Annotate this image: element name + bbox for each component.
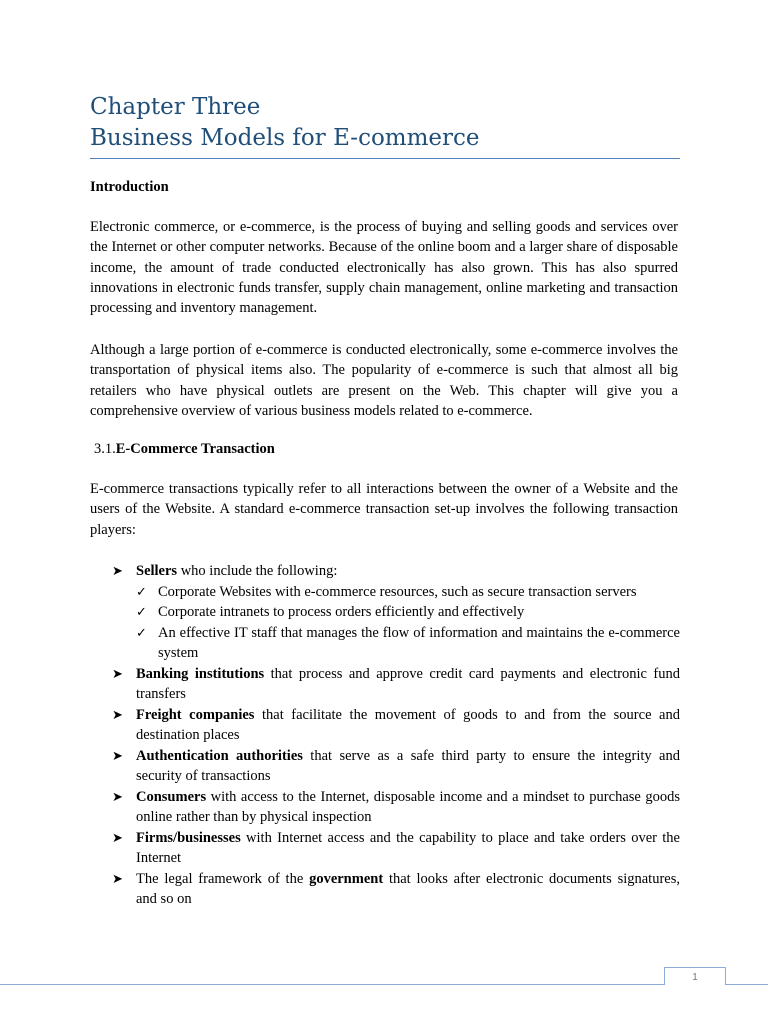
player-prefix: The legal framework of the [136,870,310,887]
player-name: Banking institutions [136,665,265,682]
arrow-bullet-icon: ➤ [112,870,123,886]
seller-item: An effective IT staff that manages the flow of information and maintains the e-commerce system [158,624,680,661]
chapter-title: Business Models for E-commerce [90,125,480,151]
list-item [136,582,680,603]
arrow-bullet-icon: ➤ [112,829,123,845]
player-description: that process and approve credit card payments and electronic fund transfers [136,665,680,702]
seller-item: Corporate intranets to process orders efficiently and effectively [158,604,525,620]
checkmark-icon: ✓ [136,624,147,640]
list-item [112,664,680,705]
arrow-bullet-icon: ➤ [112,563,123,578]
player-description: with Internet access and the capability to place and take orders over the Internet [136,829,680,866]
introduction-title: Introduction [90,179,169,195]
list-item [112,828,680,869]
checkmark-icon: ✓ [136,583,147,599]
subsection-title: E-Commerce Transaction [115,441,275,457]
player-name: government [309,870,384,887]
arrow-bullet-icon: ➤ [112,788,123,804]
heading-divider [90,158,680,159]
transaction-paragraph: E-commerce transactions typically refer to all interactions between the owner of a Website and the users of the Website. A standard e-commerce transaction set-up involves the following transaction players: [90,481,678,538]
player-name: Freight companies [136,706,255,723]
player-name: Authentication authorities [136,747,303,764]
subsection-heading [94,441,275,458]
player-description: that facilitate the movement of goods to and from the source and destination places [136,706,680,743]
chapter-heading [90,92,680,154]
page-number: 1 [664,967,726,985]
list-item [112,787,680,828]
subsection-number: 3.1. [94,441,116,457]
player-description: that looks after electronic documents signatures, and so on [136,870,680,907]
arrow-bullet-icon: ➤ [112,706,123,722]
list-item [112,746,680,787]
footer-divider [0,984,768,985]
transaction-players-list [112,561,680,910]
list-item [112,561,680,664]
arrow-bullet-icon: ➤ [112,665,123,681]
intro-paragraph-2: Although a large portion of e-commerce is conducted electronically, some e-commerce involves the transportation of physical items also. The popularity of e-commerce is such that almost all big retailers who have physical outlets are present on the Web. This chapter will give you a comprehensive overview of various business models related to e-commerce. [90,342,678,419]
player-description: with access to the Internet, disposable income and a mindset to purchase goods online rather than by physical inspection [136,788,680,825]
list-item [136,623,680,664]
arrow-bullet-icon: ➤ [112,747,123,763]
player-description: that serve as a safe third party to ensure the integrity and security of transactions [136,747,680,784]
list-item [112,869,680,910]
list-item [112,705,680,746]
sellers-sublist [136,582,680,664]
intro-paragraph-1: Electronic commerce, or e-commerce, is the process of buying and selling goods and services over the Internet or other computer networks. Because of the online boom and a larger share of disposable income, the amount of trade conducted electronically has also grown. This has also spurred innovations in electronic funds transfer, supply chain management, online marketing and transaction processing and inventory management. [90,219,678,317]
player-name: Consumers [136,788,207,805]
player-description: who include the following: [177,563,338,579]
chapter-number: Chapter Three [90,94,261,120]
player-name: Sellers [136,563,178,579]
checkmark-icon: ✓ [136,604,147,619]
player-name: Firms/businesses [136,829,241,846]
seller-item: Corporate Websites with e-commerce resources, such as secure transaction servers [158,583,637,600]
list-item [136,602,680,623]
